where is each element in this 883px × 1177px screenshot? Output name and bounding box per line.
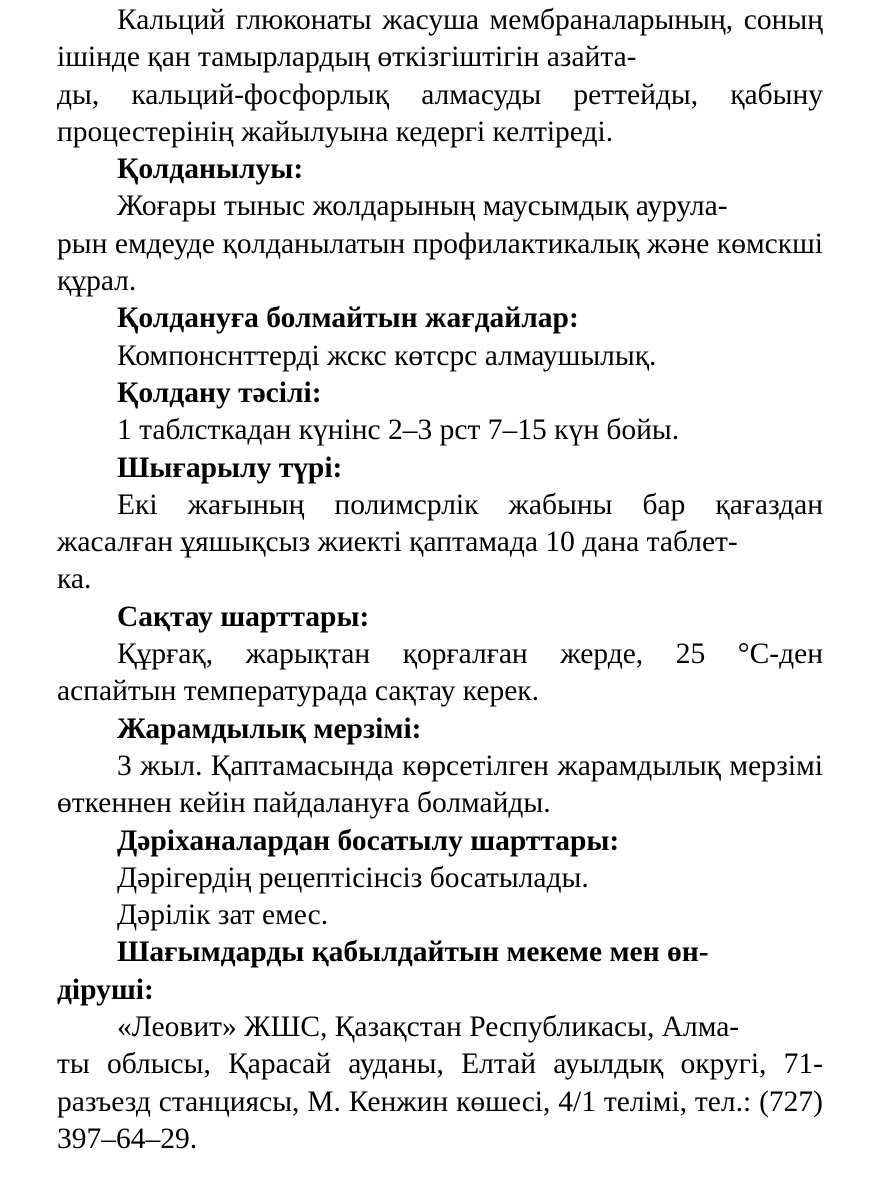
heading-shelf-life: Жарамдылық мерзімі:	[117, 712, 422, 745]
heading-method: Қолдану тәсілі:	[117, 376, 322, 409]
heading-release-form: Шығарылу түрі:	[117, 451, 343, 484]
body-paragraph-shelf-life: 3 жыл. Қаптамасында көрсетілген жарамдылық мерзімі өткеннен кейін пайдалануға болмайды.	[57, 749, 823, 820]
body-paragraph-release-form: Екі жағының полимсрлік жабыны бар қағаздан жасалған ұяшықсыз жиекті қаптамада 10 дана таблет- ка.	[57, 488, 823, 596]
body-paragraph-usage: Жоғары тыныс жолдарының маусымдық аурула- рын емдеуде қолданылатын профилактикалық және көмскші құрал.	[57, 190, 823, 298]
body-paragraph-not-drug: Дәрілік зат емес.	[117, 899, 329, 932]
heading-usage: Қолданылуы:	[117, 153, 304, 186]
body-paragraph-method: 1 таблсткадан күнінс 2–3 рст 7–15 күн бойы.	[117, 414, 680, 447]
heading-contraindications: Қолдануға болмайтын жағдайлар:	[117, 302, 579, 335]
body-paragraph-calcium: Кальций глюконаты жасуша мембраналарының, соның ішінде қан тамырлардың өткізгіштігін азайта- ды, кальций-фосфорлық алмасуды реттейды, қабыну процестерінің жайылуына кедергі келтіреді.	[57, 4, 823, 148]
body-paragraph-dispensing: Дәрігердің рецептісінсіз босатылады.	[117, 861, 589, 894]
heading-dispensing: Дәріханалардан босатылу шарттары:	[117, 824, 620, 857]
body-paragraph-storage: Құрғақ, жарықтан қорғалған жерде, 25 °С-ден аспайтын температурада сақтау керек.	[57, 638, 823, 708]
body-paragraph-contraindications: Компонснттерді жскс көтсрс алмаушылық.	[117, 339, 657, 372]
heading-storage: Сақтау шарттары:	[117, 600, 370, 633]
heading-manufacturer: Шағымдарды қабылдайтын мекеме мен өн- діруші:	[57, 936, 709, 1006]
body-paragraph-manufacturer: «Леовит» ЖШС, Қазақстан Республикасы, Алма- ты облысы, Қарасай ауданы, Елтай ауылдық округі, 71-разъезд станциясы, М. Кенжин көшесі, 4/1 телімі, тел.: (727) 397–64–29.	[57, 1011, 823, 1155]
